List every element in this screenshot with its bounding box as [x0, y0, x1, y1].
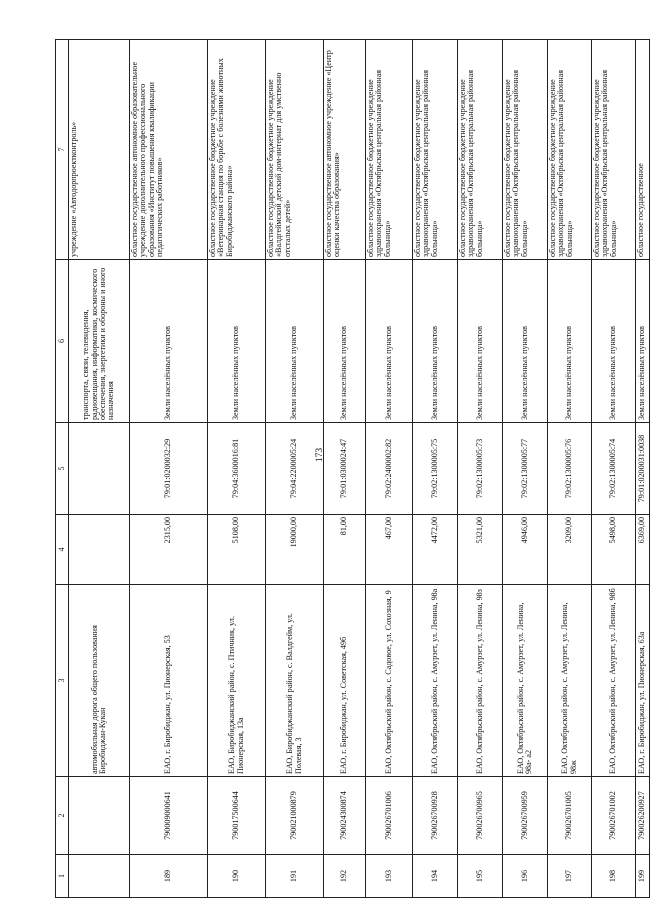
holder-organization: областное государственное автономное образовательное учреждение дополнительного профессионального образования «Институт повышения квалификации педагогических работников»: [130, 40, 208, 260]
row-number: 189: [130, 855, 208, 898]
cadastral-number: 79:04:3600016:81: [208, 423, 266, 515]
row-number: 193: [366, 855, 413, 898]
holder-organization: областное государственное бюджетное учреждение здравоохранения «Октябрьская центральная районная больница»: [413, 40, 458, 260]
col-header-6: 6: [56, 260, 69, 423]
object-code: 790009000641: [130, 777, 208, 855]
object-code: 790026700965: [458, 777, 503, 855]
object-address: ЕАО, Биробиджанский район, с. Птичник, ул. Пионерская, 13а: [208, 585, 266, 777]
area-value: 4472,00: [413, 515, 458, 585]
row-number: 199: [636, 855, 650, 898]
table-row: [592, 40, 636, 898]
cadastral-number: 79:01:0200031:0038: [636, 423, 650, 515]
row-number: 191: [266, 855, 324, 898]
row-number: 192: [324, 855, 366, 898]
object-address: ЕАО, г. Биробиджан, ул. Пионерская, 53: [130, 585, 208, 777]
object-code: 790026200927: [636, 777, 650, 855]
holder-organization: областное государственное бюджетное учреждение здравоохранения «Октябрьская центральная районная больница»: [503, 40, 548, 260]
land-category: Земли населённых пунктов: [458, 260, 503, 423]
land-category: Земли населённых пунктов: [208, 260, 266, 423]
cadastral-number: 79:01:0200032:29: [130, 423, 208, 515]
object-address: ЕАО, Октябрьский район, с. Садовое, ул. Сохозная, 9: [366, 585, 413, 777]
row-number: 195: [458, 855, 503, 898]
table-row: [636, 40, 650, 898]
col-header-7: 7: [56, 40, 69, 260]
object-address: ЕАО, Октябрьский район, с. Амурзет, ул. Ленина, 98а: [413, 585, 458, 777]
cadastral-number: 79:01:0300024:47: [324, 423, 366, 515]
cadastral-number: 79:02:1300005:76: [548, 423, 592, 515]
holder-organization: областное государственное бюджетное учреждение здравоохранения «Октябрьская центральная районная больница»: [458, 40, 503, 260]
area-value: 5498,00: [592, 515, 636, 585]
land-category: транспорта, связи, телевидения, радиовещания, информатики, космического обеспечения, энергетики и обороны и иного назначения: [69, 260, 130, 423]
object-address: ЕАО, г. Биробиджан, ул. Пионерская, 63а: [636, 585, 650, 777]
area-value: 19000,00: [266, 515, 324, 585]
object-code: 790026701002: [592, 777, 636, 855]
land-category: Земли населённых пунктов: [413, 260, 458, 423]
object-address: ЕАО, Биробиджанский район, с. Валдгейм, ул. Полевая, 3: [266, 585, 324, 777]
object-code: 790026701006: [366, 777, 413, 855]
row-number: [69, 855, 130, 898]
col-header-3: 3: [56, 585, 69, 777]
cadastral-number: 79:02:2400002:82: [366, 423, 413, 515]
holder-organization: областное государственное бюджетное учреждение «Валдгеймский детский дом-интернат для умственно отсталых детей»: [266, 40, 324, 260]
area-value: 81,00: [324, 515, 366, 585]
page-number: 173: [315, 447, 325, 463]
object-code: 790026700928: [413, 777, 458, 855]
col-header-2: 2: [56, 777, 69, 855]
object-code: [69, 777, 130, 855]
area-value: 467,00: [366, 515, 413, 585]
table-row: [366, 40, 413, 898]
col-header-5: 5: [56, 423, 69, 515]
land-category: Земли населённых пунктов: [366, 260, 413, 423]
table-row: [266, 40, 324, 898]
area-value: 2315,00: [130, 515, 208, 585]
table-row: [69, 40, 130, 898]
area-value: [69, 515, 130, 585]
holder-organization: областное государственное бюджетное учреждение «Ветеринарная станция по борьбе с болезнями животных Биробиджанского района»: [208, 40, 266, 260]
table-row: [503, 40, 548, 898]
land-category: Земли населённых пунктов: [636, 260, 650, 423]
area-value: 4946,00: [503, 515, 548, 585]
cadastral-number: 79:02:1300005:75: [413, 423, 458, 515]
land-category: Земли населённых пунктов: [324, 260, 366, 423]
cadastral-number: 79:02:1300005:77: [503, 423, 548, 515]
row-number: 196: [503, 855, 548, 898]
object-code: 790024300874: [324, 777, 366, 855]
holder-organization: областное государственное бюджетное учреждение здравоохранения «Октябрьская центральная районная больница»: [366, 40, 413, 260]
area-value: 3209,00: [548, 515, 592, 585]
object-code: 790021000879: [266, 777, 324, 855]
holder-organization: учреждение «Автодорпроектконтроль»: [69, 40, 130, 260]
row-number: 190: [208, 855, 266, 898]
area-value: 6369,00: [636, 515, 650, 585]
object-address: ЕАО, Октябрьский район, с. Амурзет, ул. Ленина, 98а- а2: [503, 585, 548, 777]
object-address: ЕАО, Октябрьский район, с. Амурзет, ул. Ленина, 98ж: [548, 585, 592, 777]
rotated-table-wrapper: [55, 40, 647, 898]
area-value: 5108,00: [208, 515, 266, 585]
land-category: Земли населённых пунктов: [266, 260, 324, 423]
object-address: ЕАО, г. Биробиджан, ул. Советская, 49б: [324, 585, 366, 777]
land-category: Земли населённых пунктов: [592, 260, 636, 423]
table-row: [324, 40, 366, 898]
land-category: Земли населённых пунктов: [503, 260, 548, 423]
cadastral-number: 79:04:2200005:24: [266, 423, 324, 515]
holder-organization: областное государственное автономное учреждение «Центр оценки качества образования»: [324, 40, 366, 260]
area-value: 5321,00: [458, 515, 503, 585]
object-code: 790026700959: [503, 777, 548, 855]
row-number: 194: [413, 855, 458, 898]
table-row: [130, 40, 208, 898]
land-category: Земли населённых пунктов: [130, 260, 208, 423]
col-header-4: 4: [56, 515, 69, 585]
land-category: Земли населённых пунктов: [548, 260, 592, 423]
land-registry-table: [55, 39, 650, 898]
cadastral-number: [69, 423, 130, 515]
table-row: [208, 40, 266, 898]
col-header-1: 1: [56, 855, 69, 898]
row-number: 198: [592, 855, 636, 898]
object-code: 790026701005: [548, 777, 592, 855]
cadastral-number: 79:02:1300005:73: [458, 423, 503, 515]
object-code: 790017500644: [208, 777, 266, 855]
cadastral-number: 79:02:1300005:74: [592, 423, 636, 515]
object-address: ЕАО, Октябрьский район, с. Амурзет, ул. Ленина, 98б: [592, 585, 636, 777]
holder-organization: областное государственное: [636, 40, 650, 260]
object-address: автомобильная дорога общего пользования Биробиджан-Кукан: [69, 585, 130, 777]
table-row: [548, 40, 592, 898]
table-row: [458, 40, 503, 898]
holder-organization: областное государственное бюджетное учреждение здравоохранения «Октябрьская центральная районная больница»: [548, 40, 592, 260]
object-address: ЕАО, Октябрьский район, с. Амурзет, ул. Ленина, 98з: [458, 585, 503, 777]
table-row: [413, 40, 458, 898]
holder-organization: областное государственное бюджетное учреждение здравоохранения «Октябрьская центральная районная больница»: [592, 40, 636, 260]
column-number-row: [56, 40, 69, 898]
row-number: 197: [548, 855, 592, 898]
